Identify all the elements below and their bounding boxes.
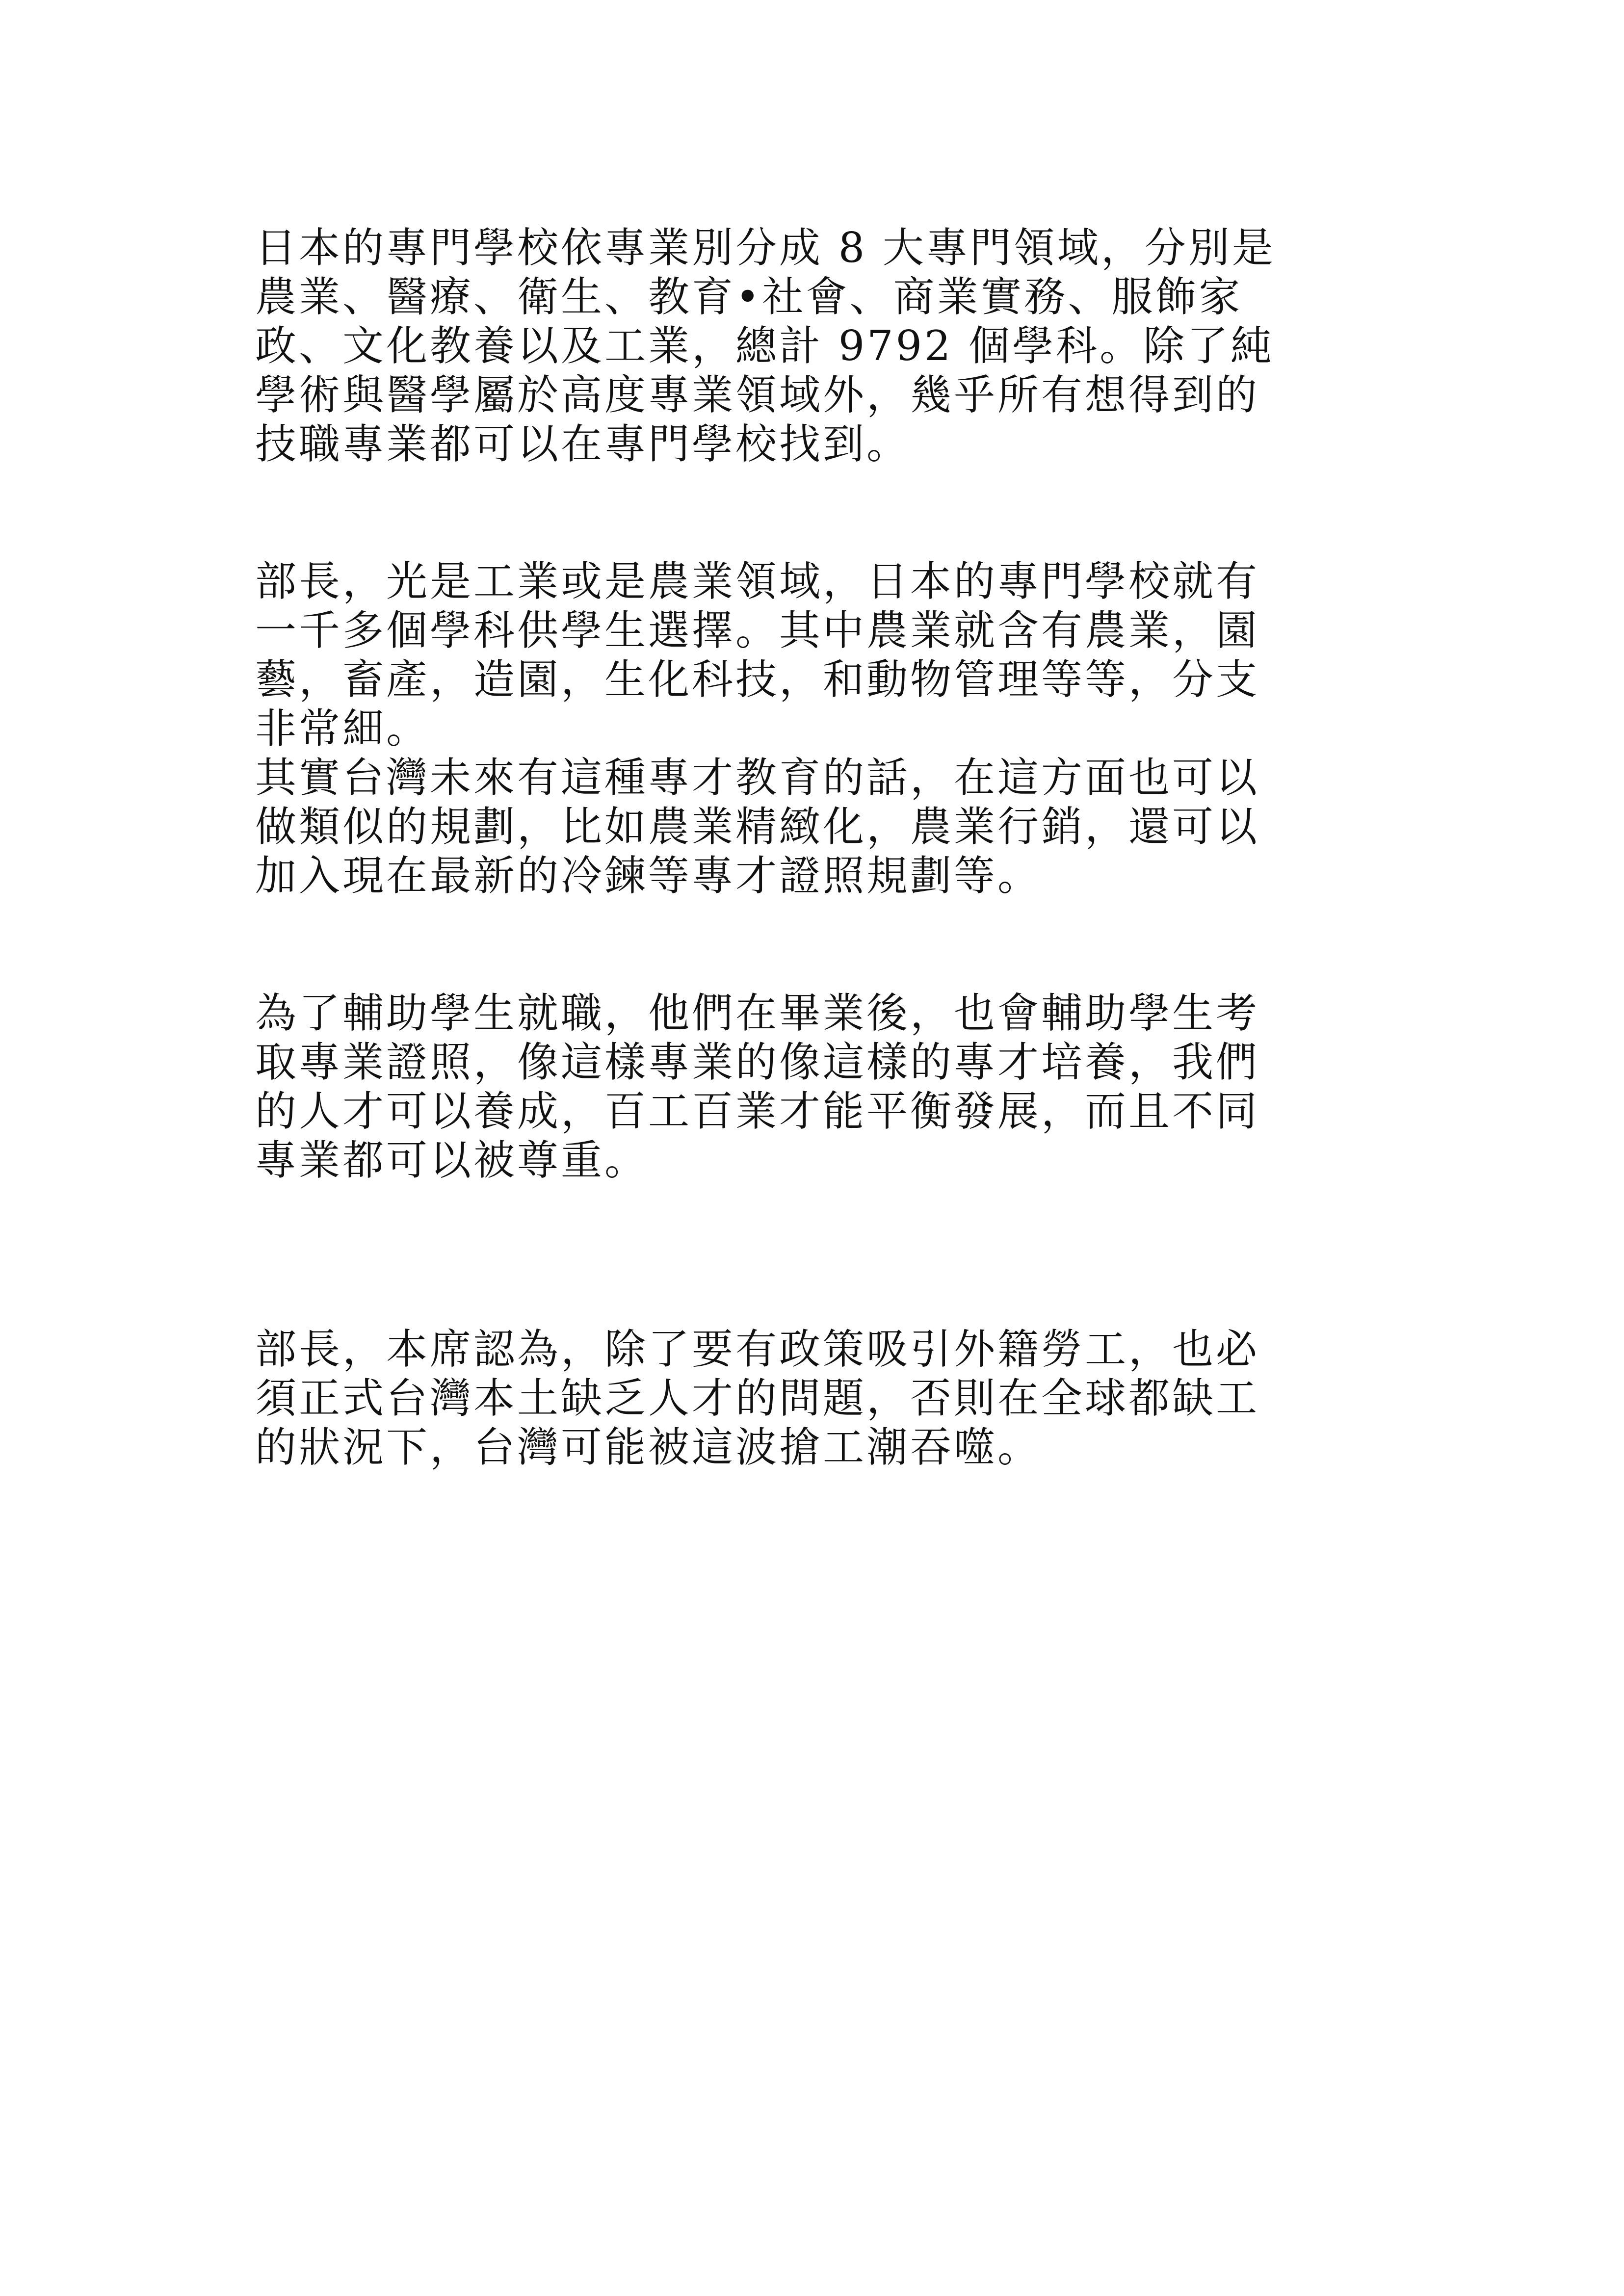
document-body: [255, 223, 1433, 1472]
text-line: 取專業證照，像這樣專業的像這樣的專才培養，我們: [255, 1038, 1260, 1086]
text-line: 農業、醫療、衛生、教育•社會、商業實務、服飾家: [255, 273, 1243, 321]
text-line: 部長，光是工業或是農業領域，日本的專門學校就有: [255, 557, 1260, 605]
text-line: 政、文化教養以及工業，總計 9792 個學科。除了純: [255, 322, 1275, 370]
paragraph-spacer: [255, 900, 1433, 989]
text-line: 非常細。: [255, 704, 430, 753]
paragraph-spacer: [255, 1185, 1433, 1325]
text-line: 部長，本席認為，除了要有政策吸引外籍勞工，也必: [255, 1325, 1260, 1373]
text-line: 其實台灣未來有這種專才教育的話，在這方面也可以: [255, 754, 1260, 802]
text-line: 學術與醫學屬於高度專業領域外，幾乎所有想得到的: [255, 371, 1260, 419]
paragraph-spacer: [255, 469, 1433, 557]
text-line: 的人才可以養成，百工百業才能平衡發展，而且不同: [255, 1087, 1260, 1135]
text-line: 藝，畜產，造園，生化科技，和動物管理等等，分支: [255, 655, 1260, 704]
text-line: 為了輔助學生就職，他們在畢業後，也會輔助學生考: [255, 989, 1260, 1037]
text-line: 須正式台灣本土缺乏人才的問題，否則在全球都缺工: [255, 1374, 1260, 1422]
text-line: 的狀況下，台灣可能被這波搶工潮吞噬。: [255, 1423, 1042, 1471]
text-line: 做類似的規劃，比如農業精緻化，農業行銷，還可以: [255, 803, 1260, 851]
paragraph-1: [255, 223, 1433, 469]
text-line: 日本的專門學校依專業別分成 8 大專門領域，分別是: [255, 224, 1276, 272]
paragraph-4: [255, 1325, 1433, 1472]
paragraph-2: [255, 557, 1433, 900]
text-line: 專業都可以被尊重。: [255, 1136, 649, 1184]
text-line: 加入現在最新的冷鍊等專才證照規劃等。: [255, 852, 1042, 900]
text-line: 一千多個學科供學生選擇。其中農業就含有農業，園: [255, 606, 1260, 654]
paragraph-3: [255, 989, 1433, 1185]
text-line: 技職專業都可以在專門學校找到。: [255, 420, 911, 468]
